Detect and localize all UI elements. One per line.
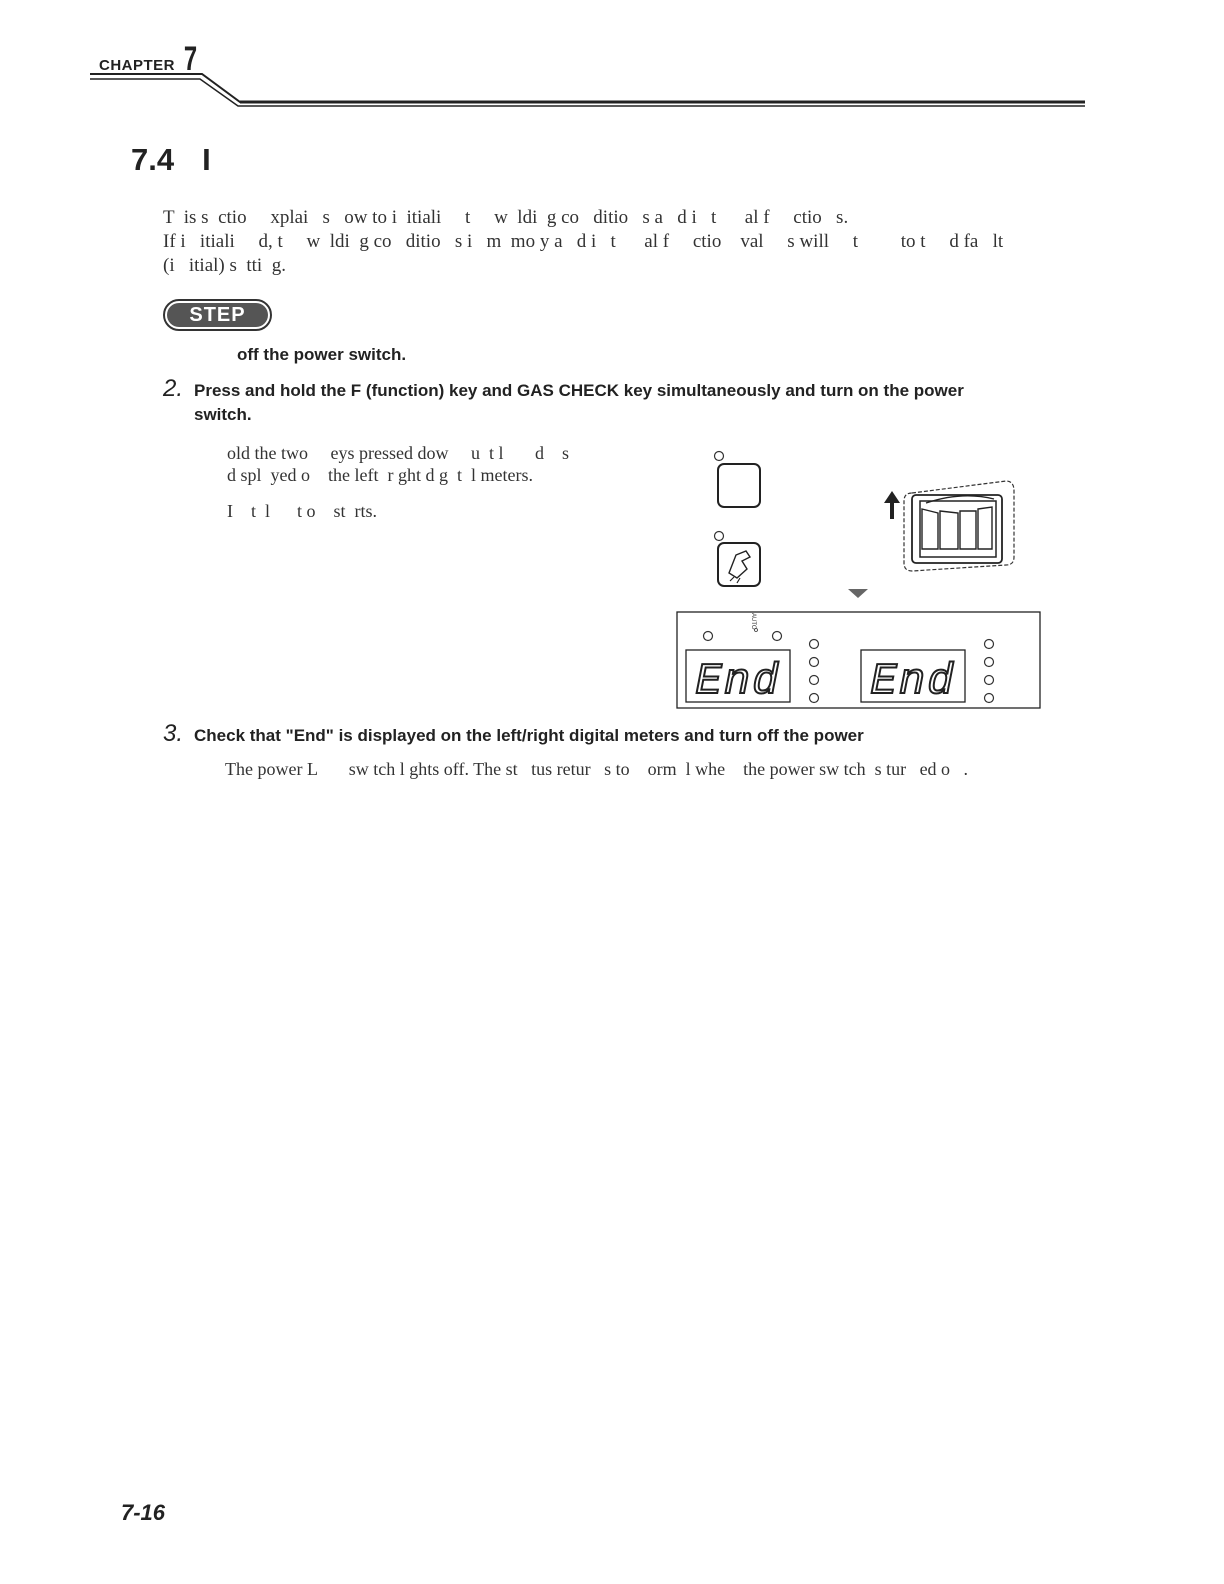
indicator-led: [810, 640, 819, 649]
gas-check-key: [718, 543, 760, 586]
chapter-number: 7: [183, 40, 198, 78]
section-title: [131, 142, 239, 178]
down-triangle-icon: [848, 589, 868, 598]
indicator-led: [985, 640, 994, 649]
function-key: [718, 464, 760, 507]
section-heading: I: [202, 142, 211, 177]
auto-label: AUTO: [750, 613, 756, 630]
indicator-led: [810, 676, 819, 685]
step-badge: [163, 299, 272, 331]
indicator-led: [985, 676, 994, 685]
power-switch: [904, 481, 1014, 571]
right-meter-readout: End: [870, 657, 956, 707]
up-arrow-icon: [884, 491, 900, 519]
step-2-note-line-2: d spl yed o the left r ght d g t l meters.: [227, 465, 533, 485]
panel-led: [773, 632, 782, 641]
intro-line-1: T is s ctio xplai s ow to i itiali t w ldi g co ditio s a d i t al f ctio s.: [163, 207, 849, 228]
indicator-led: [810, 658, 819, 667]
step-2-note-line-1: old the two eys pressed dow u t l d s: [227, 443, 569, 463]
panel-led: [704, 632, 713, 641]
page-number: 7-16: [121, 1500, 166, 1525]
chapter-word: CHAPTER: [99, 57, 176, 74]
step-2-note-line-3: I t l t o st rts.: [227, 501, 378, 521]
function-key-led: [715, 452, 724, 461]
section-number: 7.4: [131, 142, 175, 177]
step-3-note: The power L sw tch l ghts off. The st tus retur s to orm l whe the power sw tch s tur ed o .: [225, 759, 969, 779]
step-badge-label: STEP: [167, 303, 268, 327]
control-panel-figure: [676, 445, 1046, 713]
indicator-led: [985, 694, 994, 703]
gas-check-key-led: [715, 532, 724, 541]
step-1-text: off the power switch.: [237, 345, 407, 364]
step-2-number: 2.: [163, 375, 184, 402]
step-3-text: Check that "End" is displayed on the left/right digital meters and turn off the power: [194, 726, 864, 745]
step-2-text-line-2: switch.: [194, 405, 252, 424]
step-3-number: 3.: [163, 720, 184, 747]
step-2-text-line-1: Press and hold the F (function) key and GAS CHECK key simultaneously and turn on the power: [194, 381, 964, 400]
intro-line-2: If i itiali d, t w ldi g co ditio s i m mo y a d i t al f ctio val s will t to t d fa lt: [163, 231, 1004, 252]
intro-line-3: (i itial) s tti g.: [163, 255, 286, 276]
header-rule: [90, 68, 1090, 108]
indicator-led: [985, 658, 994, 667]
indicator-led: [810, 694, 819, 703]
left-meter-readout: End: [695, 657, 781, 707]
